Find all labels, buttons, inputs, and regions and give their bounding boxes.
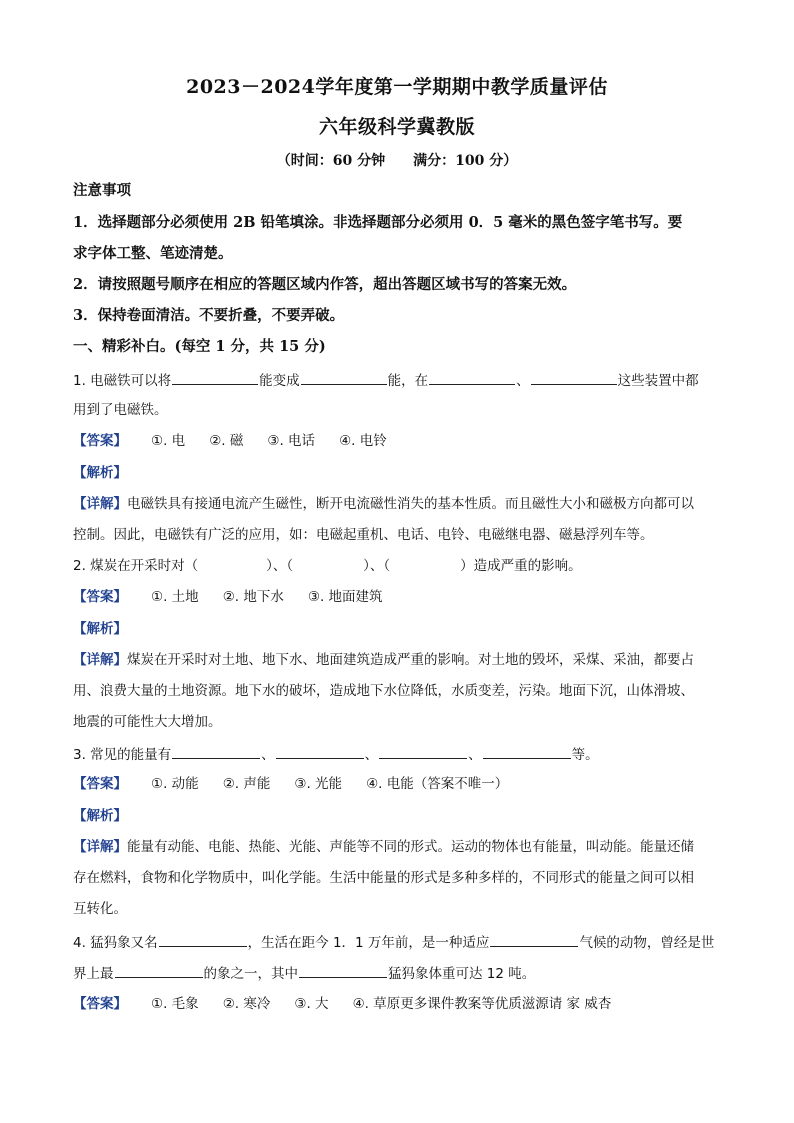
q3-answer-4: ④. 电能（答案不唯一） bbox=[366, 776, 509, 792]
q4-blank-2 bbox=[490, 931, 578, 947]
q3-answer-row bbox=[73, 774, 733, 794]
q2-answer-row bbox=[73, 587, 733, 607]
section-heading: 一、精彩补白。(每空 1 分，共 15 分) bbox=[73, 338, 326, 355]
q3-blank-3 bbox=[379, 743, 467, 759]
q2-detail bbox=[73, 650, 733, 670]
q1-blank-4 bbox=[531, 369, 617, 385]
q4-answer-3: ③. 大 bbox=[294, 996, 329, 1012]
q1-answer-row bbox=[73, 431, 733, 451]
q3-blank-1 bbox=[172, 743, 260, 759]
detail-label: 【详解】 bbox=[73, 496, 127, 512]
q4-text-3: 气候的动物，曾经是世 bbox=[579, 935, 715, 951]
q2-text-1: 2. 煤炭在开采时对（ bbox=[73, 558, 199, 574]
answer-label: 【答案】 bbox=[73, 776, 127, 792]
q4-blank-3 bbox=[115, 962, 203, 978]
q4-answer-row bbox=[73, 994, 733, 1014]
q1-text-2: 能变成 bbox=[259, 373, 300, 389]
note-item-2: 2．请按照题号顺序在相应的答题区域内作答，超出答题区域书写的答案无效。 bbox=[73, 276, 577, 293]
q1-blank-3 bbox=[429, 369, 515, 385]
q1-answer-2: ②. 磁 bbox=[209, 433, 244, 449]
note-item-1-cont: 求字体工整、笔迹清楚。 bbox=[73, 245, 233, 262]
q1-answer-1: ①. 电 bbox=[151, 433, 186, 449]
question-1 bbox=[73, 369, 733, 391]
note-item-1: 1．选择题部分必须使用 2B 铅笔填涂。非选择题部分必须用 0．5 毫米的黑色签字笔书写。要 bbox=[73, 214, 683, 231]
q1-blank-1 bbox=[172, 369, 258, 385]
q4-blank-1 bbox=[159, 931, 247, 947]
q4-text-6: 猛犸象体重可达 12 吨。 bbox=[388, 966, 536, 982]
q3-blank-2 bbox=[276, 743, 364, 759]
q1-detail-text-2: 控制。因此，电磁铁有广泛的应用，如：电磁起重机、电话、电铃、电磁继电器、磁悬浮列车等。 bbox=[73, 527, 654, 543]
note-item-3: 3．保持卷面清洁。不要折叠，不要弄破。 bbox=[73, 307, 345, 324]
q3-detail bbox=[73, 837, 733, 857]
q3-text-3: 、 bbox=[364, 747, 379, 763]
q3-answer-2: ②. 声能 bbox=[222, 776, 271, 792]
detail-label: 【详解】 bbox=[73, 652, 127, 668]
detail-label: 【详解】 bbox=[73, 839, 127, 855]
q3-text-1: 3. 常见的能量有 bbox=[73, 747, 172, 763]
page-subtitle: 六年级科学冀教版 bbox=[318, 116, 475, 138]
q1-answer-3: ③. 电话 bbox=[267, 433, 316, 449]
q2-text-2: ）、（ bbox=[266, 558, 294, 574]
q2-text-4: ）造成严重的影响。 bbox=[460, 558, 582, 574]
q3-text-5: 等。 bbox=[571, 747, 599, 763]
q4-answer-1: ①. 毛象 bbox=[151, 996, 199, 1012]
q2-detail-text-3: 地震的可能性大大增加。 bbox=[73, 714, 222, 730]
q1-text-4: 、 bbox=[516, 373, 530, 389]
q3-detail-text-1: 能量有动能、电能、热能、光能、声能等不同的形式。运动的物体也有能量，叫动能。能量还储 bbox=[127, 839, 694, 855]
question-1-cont: 用到了电磁铁。 bbox=[73, 402, 168, 418]
q4-answer-4: ④. 草原更多课件教案等优质滋源请 家 威杏 bbox=[352, 996, 612, 1012]
q3-text-2: 、 bbox=[261, 747, 275, 763]
page-title: 2023－2024学年度第一学期期中教学质量评估 bbox=[186, 76, 608, 98]
q3-text-4: 、 bbox=[468, 747, 482, 763]
notes-heading: 注意事项 bbox=[73, 182, 131, 199]
q1-text-3: 能，在 bbox=[387, 373, 429, 389]
q3-detail-text-3: 互转化。 bbox=[73, 901, 127, 917]
answer-label: 【答案】 bbox=[73, 433, 127, 449]
q2-analysis bbox=[73, 619, 733, 639]
q4-blank-4 bbox=[299, 962, 387, 978]
q2-answer-3: ③. 地面建筑 bbox=[307, 589, 383, 605]
time-info: （时间：60 分钟 满分：100 分） bbox=[276, 153, 518, 169]
q2-answer-1: ①. 土地 bbox=[151, 589, 199, 605]
answer-label: 【答案】 bbox=[73, 589, 127, 605]
q3-detail-text-2: 存在燃料，食物和化学物质中，叫化学能。生活中能量的形式是多种多样的，不同形式的能量之间可以相 bbox=[73, 870, 694, 886]
q1-text-5: 这些装置中都 bbox=[617, 373, 699, 389]
q1-blank-2 bbox=[301, 369, 387, 385]
question-2 bbox=[73, 556, 733, 576]
q4-text-1: 4. 猛犸象又名 bbox=[73, 935, 158, 951]
question-4-cont bbox=[73, 962, 733, 984]
q2-answer-2: ②. 地下水 bbox=[222, 589, 284, 605]
question-3 bbox=[73, 743, 733, 765]
q1-analysis bbox=[73, 463, 733, 483]
analysis-label: 【解析】 bbox=[73, 465, 127, 481]
q3-analysis bbox=[73, 806, 733, 826]
q1-answer-4: ④. 电铃 bbox=[339, 433, 387, 449]
q3-blank-4 bbox=[483, 743, 571, 759]
q3-answer-3: ③. 光能 bbox=[294, 776, 343, 792]
q4-answer-2: ②. 寒冷 bbox=[222, 996, 271, 1012]
analysis-label: 【解析】 bbox=[73, 621, 127, 637]
q1-detail-text-1: 电磁铁具有接通电流产生磁性，断开电流磁性消失的基本性质。而且磁性大小和磁极方向都可以 bbox=[127, 496, 694, 512]
q3-answer-1: ①. 动能 bbox=[151, 776, 199, 792]
q1-detail bbox=[73, 494, 733, 514]
q1-text-1: 1. 电磁铁可以将 bbox=[73, 373, 172, 389]
q2-text-3: ）、（ bbox=[363, 558, 391, 574]
q4-text-4: 界上最 bbox=[73, 966, 114, 982]
answer-label: 【答案】 bbox=[73, 996, 127, 1012]
analysis-label: 【解析】 bbox=[73, 808, 127, 824]
question-4 bbox=[73, 931, 733, 953]
q4-text-5: 的象之一，其中 bbox=[203, 966, 298, 982]
q2-detail-text-2: 用、浪费大量的土地资源。地下水的破坏，造成地下水位降低，水质变差，污染。地面下沉，山体滑坡、 bbox=[73, 683, 694, 699]
q2-detail-text-1: 煤炭在开采时对土地、地下水、地面建筑造成严重的影响。对土地的毁坏，采煤、采油，都要占 bbox=[127, 652, 694, 668]
q4-text-2: ，生活在距今 1．1 万年前，是一种适应 bbox=[247, 935, 490, 951]
